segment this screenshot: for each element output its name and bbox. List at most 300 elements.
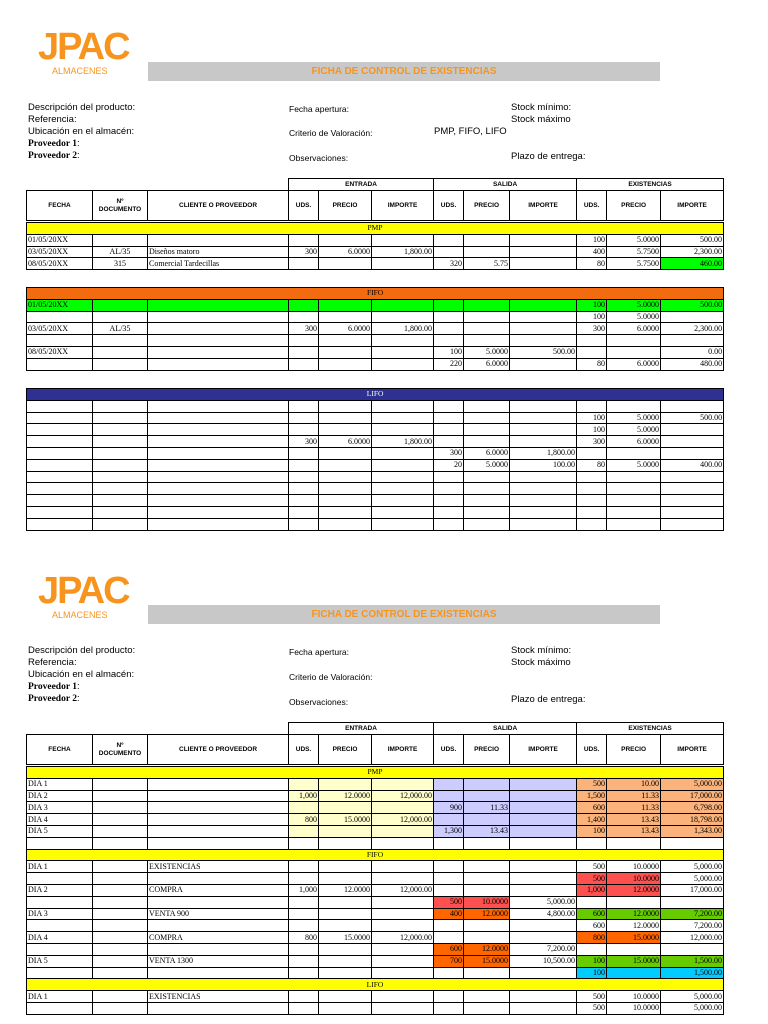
table-cell — [434, 436, 464, 448]
table-cell — [464, 1002, 510, 1014]
table-cell: 12,000.00 — [661, 932, 724, 944]
table-cell — [372, 1002, 434, 1014]
table-cell — [434, 311, 464, 323]
table-cell — [93, 518, 148, 530]
table-cell — [93, 506, 148, 518]
table-cell — [289, 447, 319, 459]
table-cell — [93, 955, 148, 967]
table-cell — [319, 920, 372, 932]
table-cell — [577, 335, 607, 347]
table-cell — [510, 495, 577, 507]
table-cell: 480.00 — [661, 358, 724, 370]
table-cell: 7,200.00 — [661, 908, 724, 920]
table-cell — [577, 400, 607, 412]
table-cell — [93, 943, 148, 955]
table-cell: 12,000.00 — [372, 884, 434, 896]
table-cell: VENTA 900 — [148, 908, 289, 920]
table-cell: 12,000.00 — [372, 790, 434, 802]
table-cell — [319, 1002, 372, 1014]
table-cell — [510, 920, 577, 932]
table-cell — [661, 400, 724, 412]
table-cell — [510, 802, 577, 814]
table-cell: 1,500.00 — [661, 955, 724, 967]
table-cell — [93, 884, 148, 896]
table-cell — [319, 518, 372, 530]
table-row — [27, 335, 724, 347]
table-cell — [607, 837, 661, 849]
table-cell — [27, 436, 93, 448]
table-cell: 6.0000 — [319, 436, 372, 448]
table-cell — [319, 967, 372, 979]
table-cell — [510, 311, 577, 323]
table-cell — [464, 967, 510, 979]
table-cell — [510, 932, 577, 944]
table-cell: 12.0000 — [607, 908, 661, 920]
table-cell: 7,200.00 — [661, 920, 724, 932]
table-row — [27, 459, 724, 471]
table-cell: 5.7500 — [607, 258, 661, 270]
table-cell — [434, 412, 464, 424]
table-cell — [289, 412, 319, 424]
table-cell — [319, 471, 372, 483]
table-cell: DIA 4 — [27, 932, 93, 944]
table-cell — [289, 506, 319, 518]
table-cell — [27, 837, 93, 849]
table-cell: 5.0000 — [464, 459, 510, 471]
table-cell — [148, 299, 289, 311]
table-cell — [148, 424, 289, 436]
table-cell — [319, 400, 372, 412]
table-cell — [289, 483, 319, 495]
table-cell: EXISTENCIAS — [148, 861, 289, 873]
table-cell — [289, 861, 319, 873]
table-cell — [510, 412, 577, 424]
table-cell — [27, 400, 93, 412]
table-cell — [319, 837, 372, 849]
table-row — [27, 802, 724, 814]
fecha-apertura-label-2: Fecha apertura: — [289, 647, 350, 657]
table-cell — [289, 920, 319, 932]
table-cell — [464, 311, 510, 323]
table-cell: 6.0000 — [607, 358, 661, 370]
table-cell: 6.0000 — [607, 436, 661, 448]
table-cell — [372, 837, 434, 849]
table-cell — [372, 412, 434, 424]
table-cell — [93, 424, 148, 436]
table-cell — [319, 943, 372, 955]
table-cell — [464, 837, 510, 849]
table-cell — [661, 495, 724, 507]
table-cell: VENTA 1300 — [148, 955, 289, 967]
table-cell — [93, 1002, 148, 1014]
table-cell — [510, 814, 577, 826]
table-cell: DIA 2 — [27, 884, 93, 896]
table-cell — [577, 506, 607, 518]
table-cell — [319, 311, 372, 323]
section-row — [27, 767, 724, 779]
table-cell — [93, 471, 148, 483]
table-cell — [319, 358, 372, 370]
table-cell: 5.0000 — [607, 299, 661, 311]
table-cell: 100 — [577, 955, 607, 967]
table-row — [27, 943, 724, 955]
table-cell — [27, 943, 93, 955]
table-cell — [661, 837, 724, 849]
table-row — [27, 358, 724, 370]
table-cell: 500.00 — [510, 346, 577, 358]
table-cell — [27, 518, 93, 530]
table-cell — [434, 873, 464, 885]
table-cell — [464, 335, 510, 347]
table-cell — [372, 943, 434, 955]
table-cell — [27, 873, 93, 885]
table-cell — [464, 884, 510, 896]
table-cell: 0.00 — [661, 346, 724, 358]
table-cell — [510, 424, 577, 436]
table-cell — [372, 400, 434, 412]
table-cell: 600 — [577, 920, 607, 932]
section-lifo-2: LIFO — [27, 979, 724, 991]
table-cell — [93, 412, 148, 424]
table-cell — [148, 814, 289, 826]
table-cell — [372, 873, 434, 885]
table-cell: 100 — [577, 424, 607, 436]
table-cell — [148, 518, 289, 530]
table-cell: 800 — [289, 814, 319, 826]
table-cell — [434, 246, 464, 258]
table-cell — [510, 246, 577, 258]
table-cell: 300 — [289, 246, 319, 258]
table-row — [27, 908, 724, 920]
table-cell: 11.33 — [607, 802, 661, 814]
table-row — [27, 896, 724, 908]
table-cell — [577, 518, 607, 530]
table-cell — [372, 335, 434, 347]
table-cell: 10.0000 — [607, 1002, 661, 1014]
table-cell — [148, 495, 289, 507]
table-cell — [148, 483, 289, 495]
table-cell — [661, 896, 724, 908]
table-cell — [464, 506, 510, 518]
table-cell — [319, 346, 372, 358]
table-cell — [577, 471, 607, 483]
table-cell — [148, 825, 289, 837]
table-cell: 11.33 — [464, 802, 510, 814]
table-cell — [607, 483, 661, 495]
table-cell: 5,000.00 — [661, 778, 724, 790]
table-cell: 6.0000 — [464, 358, 510, 370]
table-cell: 1,800.00 — [372, 246, 434, 258]
table-cell — [289, 234, 319, 246]
table-cell — [319, 483, 372, 495]
table-row — [27, 346, 724, 358]
table-cell: 315 — [93, 258, 148, 270]
table-cell — [464, 495, 510, 507]
table-row — [27, 311, 724, 323]
table-cell: 01/05/20XX — [27, 234, 93, 246]
table-cell — [510, 790, 577, 802]
table-cell: 10,500.00 — [510, 955, 577, 967]
table-cell — [289, 471, 319, 483]
table-cell — [93, 837, 148, 849]
table-cell — [372, 518, 434, 530]
table-cell — [319, 825, 372, 837]
table-cell: 100 — [577, 825, 607, 837]
table-cell — [577, 495, 607, 507]
table-cell — [319, 896, 372, 908]
table-cell — [464, 299, 510, 311]
observaciones-label: Observaciones: — [289, 153, 349, 163]
table-cell — [27, 412, 93, 424]
table-cell — [434, 790, 464, 802]
table-cell — [510, 967, 577, 979]
table-cell — [607, 400, 661, 412]
table-cell — [93, 495, 148, 507]
table-cell: 5,000.00 — [661, 873, 724, 885]
table-cell — [510, 234, 577, 246]
table-cell — [148, 1002, 289, 1014]
table-cell: 7,200.00 — [510, 943, 577, 955]
plazo-label-2: Plazo de entrega: — [511, 694, 586, 705]
table-cell — [577, 483, 607, 495]
table-cell — [434, 837, 464, 849]
table-cell — [434, 471, 464, 483]
table-cell: 10.0000 — [607, 991, 661, 1003]
section-row — [27, 849, 724, 861]
table-cell — [661, 506, 724, 518]
table-cell — [577, 837, 607, 849]
fecha-apertura-label: Fecha apertura: — [289, 104, 350, 114]
table-cell: 100 — [577, 967, 607, 979]
table-cell — [289, 299, 319, 311]
table-cell — [510, 884, 577, 896]
table-cell — [510, 506, 577, 518]
table-cell: 800 — [289, 932, 319, 944]
table-row — [27, 884, 724, 896]
table-cell: 03/05/20XX — [27, 246, 93, 258]
table-cell — [148, 335, 289, 347]
table-cell: 6.0000 — [319, 323, 372, 335]
table-cell — [289, 943, 319, 955]
table-row — [27, 1002, 724, 1014]
table-cell: Comercial Tardecillas — [148, 258, 289, 270]
table-cell: 6,798.00 — [661, 802, 724, 814]
table-cell: 500 — [577, 873, 607, 885]
stock-info-2: Stock mínimo: Stock máximo — [511, 645, 572, 668]
table-cell — [434, 920, 464, 932]
table-cell: 13.43 — [607, 814, 661, 826]
table-cell — [289, 459, 319, 471]
table-cell — [93, 346, 148, 358]
table-cell — [148, 967, 289, 979]
table-cell: 12.0000 — [319, 884, 372, 896]
table-cell: 15.0000 — [607, 955, 661, 967]
table-cell — [372, 802, 434, 814]
table-row — [27, 400, 724, 412]
table-cell — [289, 778, 319, 790]
table-cell — [372, 459, 434, 471]
table-cell — [27, 358, 93, 370]
table2-header: ENTRADA SALIDA EXISTENCIAS FECHA Nº DOCUMENTO CLIENTE O PROVEEDOR UDS. PRECIO IMPORTE UDS. PRECIO IMPORTE UDS. PRECIO IMPORTE — [26, 722, 724, 765]
table-cell: 100 — [577, 234, 607, 246]
table-cell — [93, 896, 148, 908]
table-cell: 2,300.00 — [661, 246, 724, 258]
table-row — [27, 495, 724, 507]
table-row — [27, 299, 724, 311]
table-cell: 500 — [577, 778, 607, 790]
table-cell — [93, 436, 148, 448]
table-cell — [661, 311, 724, 323]
table-cell — [319, 861, 372, 873]
table-cell — [661, 518, 724, 530]
table-cell — [148, 323, 289, 335]
table-cell: 17,000.00 — [661, 790, 724, 802]
table-cell: 2,300.00 — [661, 323, 724, 335]
table-cell — [319, 802, 372, 814]
table-cell: 500 — [577, 1002, 607, 1014]
table1-fifo — [26, 287, 724, 371]
table-cell — [510, 825, 577, 837]
table-cell: DIA 3 — [27, 908, 93, 920]
table-cell: 12.0000 — [607, 884, 661, 896]
table-cell: 13.43 — [607, 825, 661, 837]
table-cell: 300 — [434, 447, 464, 459]
table1-lifo — [26, 388, 724, 531]
table-cell — [434, 518, 464, 530]
table-cell — [510, 258, 577, 270]
table-cell — [148, 790, 289, 802]
table-cell — [464, 234, 510, 246]
table-cell: 320 — [434, 258, 464, 270]
table-cell — [434, 967, 464, 979]
table-cell — [148, 412, 289, 424]
observaciones-label-2: Observaciones: — [289, 697, 349, 707]
table1-pmp — [26, 222, 724, 270]
table-cell — [372, 908, 434, 920]
table-cell — [289, 518, 319, 530]
table-cell — [607, 335, 661, 347]
table-cell — [289, 908, 319, 920]
table-row — [27, 424, 724, 436]
table-cell — [27, 471, 93, 483]
table-cell — [464, 778, 510, 790]
table-cell: 12.0000 — [464, 908, 510, 920]
table-cell — [27, 447, 93, 459]
criterio-label: Criterio de Valoración: — [289, 128, 373, 138]
table-cell — [289, 424, 319, 436]
table-cell: 900 — [434, 802, 464, 814]
table-cell — [510, 471, 577, 483]
table-row — [27, 873, 724, 885]
table-cell — [434, 335, 464, 347]
table-cell: 1,800.00 — [372, 436, 434, 448]
table-cell: 5,000.00 — [661, 861, 724, 873]
table-cell — [372, 920, 434, 932]
table-row — [27, 258, 724, 270]
table-cell — [148, 436, 289, 448]
table-cell — [289, 311, 319, 323]
table-cell — [148, 459, 289, 471]
table-row — [27, 471, 724, 483]
table-cell: 600 — [577, 908, 607, 920]
table-cell — [372, 991, 434, 1003]
table-cell: 600 — [577, 802, 607, 814]
section-row — [27, 979, 724, 991]
table-cell — [93, 299, 148, 311]
table-cell: 13.43 — [464, 825, 510, 837]
table-cell: 1,000 — [289, 884, 319, 896]
table-cell — [607, 471, 661, 483]
table-cell: 11.33 — [607, 790, 661, 802]
table-cell: 700 — [434, 955, 464, 967]
table-cell — [27, 335, 93, 347]
table-cell — [434, 400, 464, 412]
table-cell — [289, 802, 319, 814]
table-cell — [319, 258, 372, 270]
table-cell: AL/35 — [93, 323, 148, 335]
table-cell — [607, 346, 661, 358]
table-cell — [289, 400, 319, 412]
table-cell: 5,000.00 — [661, 991, 724, 1003]
table-row — [27, 246, 724, 258]
table-cell — [148, 896, 289, 908]
table-cell: DIA 5 — [27, 825, 93, 837]
table-cell — [464, 932, 510, 944]
table-cell: 1,500 — [577, 790, 607, 802]
table-cell — [372, 896, 434, 908]
table-cell: 5.0000 — [607, 424, 661, 436]
table-cell — [372, 967, 434, 979]
table-cell — [464, 790, 510, 802]
table-cell — [289, 335, 319, 347]
table-cell — [148, 837, 289, 849]
table-cell: 100.00 — [510, 459, 577, 471]
table-cell: 500 — [434, 896, 464, 908]
table-cell: EXISTENCIAS — [148, 991, 289, 1003]
table-cell — [148, 234, 289, 246]
table-cell — [93, 802, 148, 814]
table-cell — [27, 506, 93, 518]
table-cell — [464, 920, 510, 932]
table-cell — [464, 814, 510, 826]
table-cell — [434, 814, 464, 826]
table-cell — [434, 778, 464, 790]
section-pmp-2: PMP — [27, 767, 724, 779]
table-cell — [464, 400, 510, 412]
table-cell: DIA 1 — [27, 861, 93, 873]
table-cell — [319, 873, 372, 885]
table-cell: 1,500.00 — [661, 967, 724, 979]
table-cell: AL/35 — [93, 246, 148, 258]
table-cell — [27, 967, 93, 979]
table-cell: 5.7500 — [607, 246, 661, 258]
table-cell — [510, 299, 577, 311]
table-cell: 300 — [289, 436, 319, 448]
table-cell: 80 — [577, 459, 607, 471]
table-cell — [434, 506, 464, 518]
table-cell: 10.0000 — [607, 873, 661, 885]
table-cell — [661, 436, 724, 448]
table-cell: 600 — [434, 943, 464, 955]
sheet-title-banner-2: FICHA DE CONTROL DE EXISTENCIAS — [148, 605, 660, 624]
table-cell — [148, 358, 289, 370]
table-cell: 500.00 — [661, 412, 724, 424]
table1-header: ENTRADA SALIDA EXISTENCIAS FECHA Nº DOCUMENTO CLIENTE O PROVEEDOR UDS. PRECIO IMPORTE UDS. PRECIO IMPORTE UDS. PRECIO IMPORTE — [26, 178, 724, 221]
table-cell — [319, 424, 372, 436]
table-cell: 5.0000 — [607, 412, 661, 424]
table-cell: 03/05/20XX — [27, 323, 93, 335]
table-cell — [319, 335, 372, 347]
